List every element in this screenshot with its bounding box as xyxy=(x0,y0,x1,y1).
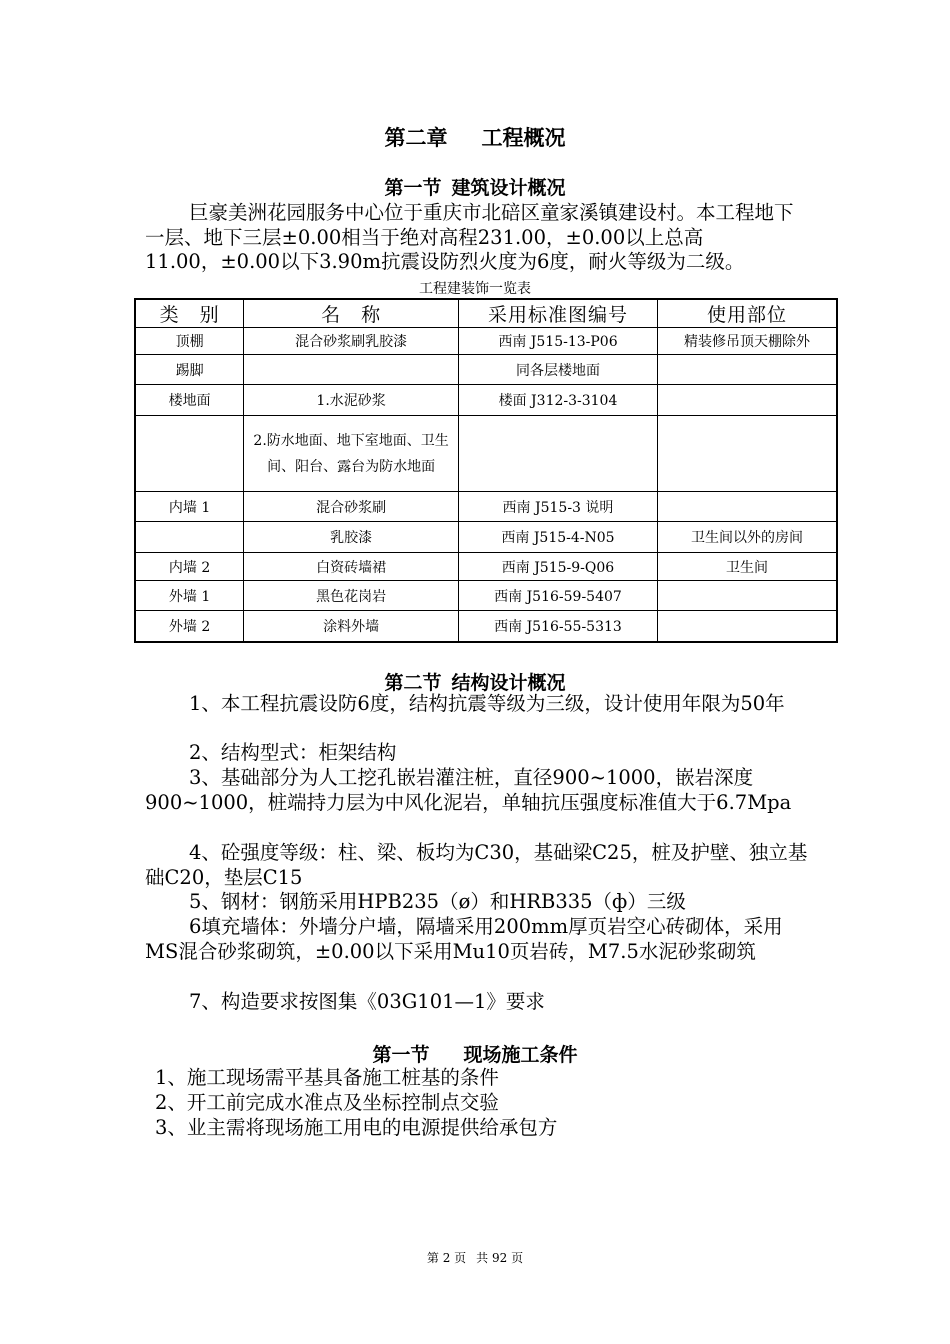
table-cell: 踢脚 xyxy=(135,355,244,385)
section3-name: 现场施工条件 xyxy=(463,1044,578,1066)
section2-item-4: 4、砼强度等级：柱、梁、板均为C30，基础梁C25，桩及护壁、独立基础C20，垫层C15 xyxy=(145,841,808,889)
table-cell xyxy=(657,355,837,385)
section3-number: 第一节 xyxy=(372,1044,430,1066)
table-cell: 内墙 2 xyxy=(135,553,244,581)
table-cell: 卫生间 xyxy=(657,553,837,581)
table-cell: 西南 J516-55-5313 xyxy=(459,611,658,642)
page-number: 第 2 页 xyxy=(426,1251,467,1265)
table-row xyxy=(135,328,837,355)
table-row xyxy=(135,581,837,611)
section2-item-7: 7、构造要求按图集《03G101—1》要求 xyxy=(189,990,545,1013)
page-total: 共 92 页 xyxy=(476,1251,524,1265)
table-cell: 内墙 1 xyxy=(135,492,244,522)
decoration-table xyxy=(134,298,838,643)
table-cell: 混合砂浆刷乳胶漆 xyxy=(244,328,459,355)
section2-item-3: 3、基础部分为人工挖孔嵌岩灌注桩，直径900~1000，嵌岩深度900~1000，桩端持力层为中风化泥岩，单轴抗压强度标准值大于6.7Mpa xyxy=(145,766,792,814)
header-category: 类 别 xyxy=(135,299,244,328)
table-header-row xyxy=(135,299,837,328)
table-cell: 西南 J515-13-P06 xyxy=(459,328,658,355)
table-row xyxy=(135,611,837,642)
table-cell: 同各层楼地面 xyxy=(459,355,658,385)
section3-item-3: 3、业主需将现场施工用电的电源提供给承包方 xyxy=(155,1116,558,1139)
table-row xyxy=(135,355,837,385)
table-cell xyxy=(657,492,837,522)
table-cell xyxy=(459,416,658,492)
table-cell: 西南 J515-4-N05 xyxy=(459,522,658,553)
section2-item-2: 2、结构型式：柜架结构 xyxy=(189,741,397,764)
table-cell: 精装修吊顶天棚除外 xyxy=(657,328,837,355)
header-location: 使用部位 xyxy=(657,299,837,328)
table-cell: 楼地面 xyxy=(135,385,244,416)
table-cell: 黑色花岗岩 xyxy=(244,581,459,611)
section1-name: 建筑设计概况 xyxy=(451,177,566,199)
table-cell: 乳胶漆 xyxy=(244,522,459,553)
table-cell: 2.防水地面、地下室地面、卫生间、阳台、露台为防水地面 xyxy=(244,416,459,492)
table-cell xyxy=(657,581,837,611)
page-footer xyxy=(0,1249,950,1266)
table-cell: 西南 J515-9-Q06 xyxy=(459,553,658,581)
table-cell xyxy=(244,355,459,385)
table-cell: 外墙 2 xyxy=(135,611,244,642)
section3-item-2: 2、开工前完成水准点及坐标控制点交验 xyxy=(155,1091,499,1114)
table-caption: 工程建装饰一览表 xyxy=(419,281,531,297)
chapter-title xyxy=(0,122,950,152)
table-cell: 西南 J515-3 说明 xyxy=(459,492,658,522)
section3-item-1: 1、施工现场需平基具备施工桩基的条件 xyxy=(155,1066,499,1089)
table-cell: 1.水泥砂浆 xyxy=(244,385,459,416)
table-row xyxy=(135,416,837,492)
table-row xyxy=(135,522,837,553)
table-cell xyxy=(135,416,244,492)
table-cell xyxy=(657,385,837,416)
chapter-number: 第二章 xyxy=(384,126,448,150)
table-cell: 涂料外墙 xyxy=(244,611,459,642)
section2-item-1: 1、本工程抗震设防6度，结构抗震等级为三级，设计使用年限为50年 xyxy=(189,692,785,715)
chapter-name: 工程概况 xyxy=(481,126,566,150)
section2-title xyxy=(0,668,950,695)
table-cell: 卫生间以外的房间 xyxy=(657,522,837,553)
table-cell: 楼面 J312-3-3104 xyxy=(459,385,658,416)
section2-number: 第二节 xyxy=(384,672,442,694)
section2-item-5: 5、钢材：钢筋采用HPB235（ø）和HRB335（ф）三级 xyxy=(189,890,686,913)
table-row xyxy=(135,553,837,581)
table-cell: 顶棚 xyxy=(135,328,244,355)
table-cell xyxy=(657,611,837,642)
table-row xyxy=(135,385,837,416)
section2-item-6: 6填充墙体：外墙分户墙，隔墙采用200mm厚页岩空心砖砌体，采用MS混合砂浆砌筑，±0.00以下采用Mu10页岩砖，M7.5水泥砂浆砌筑 xyxy=(145,915,783,963)
header-standard: 采用标准图编号 xyxy=(459,299,658,328)
table-cell: 白资砖墙裙 xyxy=(244,553,459,581)
section1-number: 第一节 xyxy=(384,177,442,199)
table-cell xyxy=(657,416,837,492)
table-cell: 混合砂浆刷 xyxy=(244,492,459,522)
table-cell: 外墙 1 xyxy=(135,581,244,611)
table-row xyxy=(135,492,837,522)
table-cell xyxy=(135,522,244,553)
section1-title xyxy=(0,173,950,200)
section3-title xyxy=(0,1040,950,1067)
header-name: 名 称 xyxy=(244,299,459,328)
section1-paragraph: 巨豪美洲花园服务中心位于重庆市北碚区童家溪镇建设村。本工程地下一层、地下三层±0.00相当于绝对高程231.00，±0.00以上总高11.00，±0.00以下3.90m抗震设防烈火度为6度，耐火等级为二级。 xyxy=(145,201,794,273)
table-cell: 西南 J516-59-5407 xyxy=(459,581,658,611)
section2-name: 结构设计概况 xyxy=(451,672,566,694)
